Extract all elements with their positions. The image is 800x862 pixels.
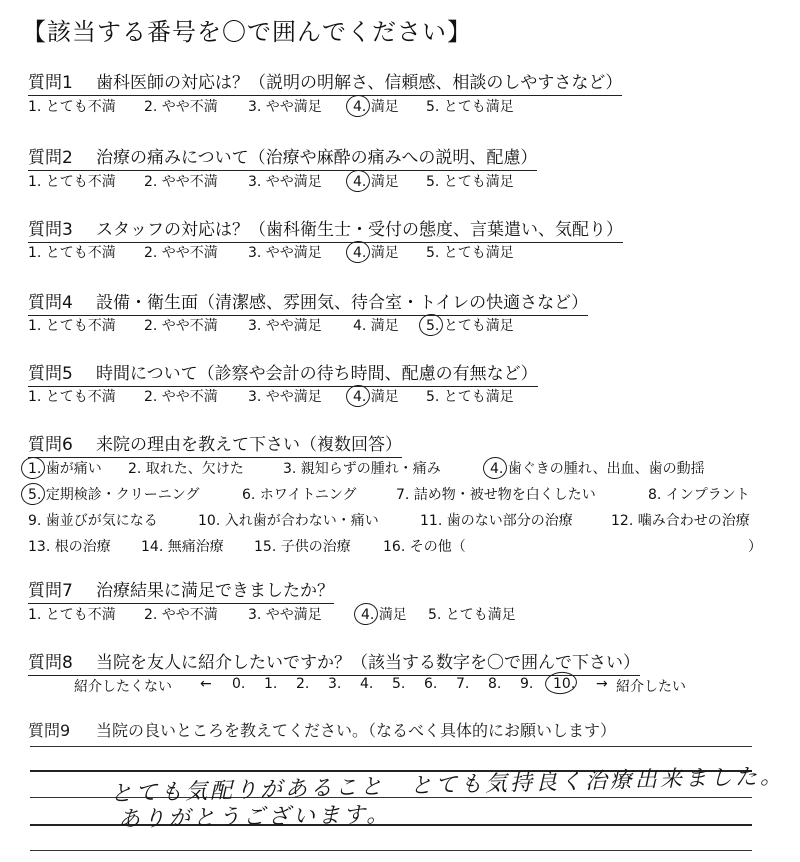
q3-option-2[interactable]: 2. やや不満 (144, 245, 218, 261)
q4-option-1[interactable]: 1. とても不満 (28, 318, 116, 334)
question-1-title (28, 68, 622, 96)
q3-option-4-selected[interactable]: 4. 満足 (353, 245, 399, 261)
question-9-number: 質問9 (28, 721, 71, 740)
q6-option-7[interactable]: 7. 詰め物・被せ物を白くしたい (396, 487, 596, 503)
q8-scale-2[interactable]: 2. (296, 676, 310, 692)
question-5-title (28, 359, 538, 387)
q7-option-2[interactable]: 2. やや不満 (144, 607, 218, 623)
question-5-text: 時間について（診察や会計の待ち時間、配慮の有無など） (96, 364, 538, 384)
q6-option-2[interactable]: 2. 取れた、欠けた (128, 461, 244, 477)
q6-option-9[interactable]: 9. 歯並びが気になる (28, 513, 158, 529)
q9-handwritten-answer-line-2: ありがとうございます。 (117, 802, 392, 833)
q8-scale-7[interactable]: 7. (456, 676, 470, 692)
q2-option-2[interactable]: 2. やや不満 (144, 174, 218, 190)
answer-line-1 (30, 746, 752, 747)
q6-option-5-selected[interactable]: 5. 定期検診・クリーニング (28, 487, 200, 503)
q3-option-5[interactable]: 5. とても満足 (426, 245, 514, 261)
q6-option-12[interactable]: 12. 噛み合わせの治療 (611, 513, 750, 529)
question-2-text: 治療の痛みについて（治療や麻酔の痛みへの説明、配慮） (96, 148, 538, 168)
q6-option-10[interactable]: 10. 入れ歯が合わない・痛い (198, 513, 379, 529)
q2-option-5[interactable]: 5. とても満足 (426, 174, 514, 190)
q8-left-arrow-icon: ← (200, 676, 212, 692)
q8-scale-6[interactable]: 6. (424, 676, 438, 692)
q6-option-8[interactable]: 8. インプラント (648, 487, 750, 503)
question-8-title (28, 648, 640, 676)
q1-option-3[interactable]: 3. やや満足 (248, 99, 322, 115)
q8-scale-0[interactable]: 0. (232, 676, 246, 692)
question-3-number: 質問3 (28, 220, 73, 240)
q4-option-5-selected[interactable]: 5. とても満足 (426, 318, 514, 334)
q5-option-5[interactable]: 5. とても満足 (426, 389, 514, 405)
q5-option-4-selected[interactable]: 4. 満足 (353, 389, 399, 405)
question-3-title (28, 215, 623, 243)
q6-option-15[interactable]: 15. 子供の治療 (254, 539, 351, 555)
q1-option-4-selected[interactable]: 4. 満足 (353, 99, 399, 115)
q1-option-1[interactable]: 1. とても不満 (28, 99, 116, 115)
q1-option-5[interactable]: 5. とても満足 (426, 99, 514, 115)
q2-option-4-selected[interactable]: 4. 満足 (353, 174, 399, 190)
q6-option-11[interactable]: 11. 歯のない部分の治療 (420, 513, 573, 529)
q9-handwritten-answer-line-1: とても気配りがあること とても気持良く治療出来ました。 (109, 764, 786, 807)
q3-option-1[interactable]: 1. とても不満 (28, 245, 116, 261)
q7-option-1[interactable]: 1. とても不満 (28, 607, 116, 623)
q5-option-2[interactable]: 2. やや不満 (144, 389, 218, 405)
q8-scale-10-selected[interactable]: 10. (553, 676, 576, 692)
q8-scale-9[interactable]: 9. (520, 676, 534, 692)
q8-right-arrow-icon: → (596, 676, 608, 692)
page-title: 【該当する番号を〇で囲んでください】 (22, 18, 472, 46)
question-5-number: 質問5 (28, 364, 73, 384)
question-3-text: スタッフの対応は？（歯科衛生士・受付の態度、言葉遣い、気配り） (96, 220, 623, 240)
question-4-number: 質問4 (28, 293, 73, 313)
q6-option-13[interactable]: 13. 根の治療 (28, 539, 111, 555)
q6-option-1-selected[interactable]: 1. 歯が痛い (28, 461, 102, 477)
q6-option-4-selected[interactable]: 4. 歯ぐきの腫れ、出血、歯の動揺 (490, 461, 705, 477)
question-7-text: 治療結果に満足できましたか？ (96, 581, 334, 601)
q8-left-label: 紹介したくない (74, 679, 172, 695)
q8-scale-8[interactable]: 8. (488, 676, 502, 692)
q2-option-3[interactable]: 3. やや満足 (248, 174, 322, 190)
q7-option-4-selected[interactable]: 4. 満足 (361, 607, 407, 623)
q6-option-14[interactable]: 14. 無痛治療 (141, 539, 224, 555)
question-6-title (28, 430, 402, 458)
q8-scale-5[interactable]: 5. (392, 676, 406, 692)
q1-option-2[interactable]: 2. やや不満 (144, 99, 218, 115)
question-9-title (28, 718, 616, 741)
answer-line-5 (30, 850, 752, 851)
question-1-text: 歯科医師の対応は？（説明の明解さ、信頼感、相談のしやすさなど） (96, 73, 623, 93)
q6-option-16[interactable]: 16. その他（ (383, 539, 466, 555)
q4-option-4[interactable]: 4. 満足 (353, 318, 399, 334)
question-4-text: 設備・衛生面（清潔感、雰囲気、待合室・トイレの快適さなど） (96, 293, 589, 313)
question-4-title (28, 288, 588, 316)
q3-option-3[interactable]: 3. やや満足 (248, 245, 322, 261)
q8-right-label: 紹介したい (616, 679, 686, 695)
q6-option-6[interactable]: 6. ホワイトニング (242, 487, 357, 503)
question-2-number: 質問2 (28, 148, 73, 168)
q6-option-3[interactable]: 3. 親知らずの腫れ・痛み (283, 461, 441, 477)
q8-scale-4[interactable]: 4. (360, 676, 374, 692)
q8-scale-3[interactable]: 3. (328, 676, 342, 692)
q6-option-16-close-paren: ） (748, 539, 762, 555)
q5-option-3[interactable]: 3. やや満足 (248, 389, 322, 405)
question-8-scale (0, 676, 800, 700)
q4-option-3[interactable]: 3. やや満足 (248, 318, 322, 334)
question-6-text: 来院の理由を教えて下さい（複数回答） (96, 435, 402, 455)
q5-option-1[interactable]: 1. とても不満 (28, 389, 116, 405)
question-9-text: 当院の良いところを教えてください。（なるべく具体的にお願いします） (96, 721, 617, 740)
question-7-title (28, 576, 334, 604)
question-7-number: 質問7 (28, 581, 73, 601)
question-6-number: 質問6 (28, 435, 73, 455)
q2-option-1[interactable]: 1. とても不満 (28, 174, 116, 190)
question-8-text: 当院を友人に紹介したいですか？（該当する数字を〇で囲んで下さい） (96, 653, 640, 673)
q4-option-2[interactable]: 2. やや不満 (144, 318, 218, 334)
question-1-number: 質問1 (28, 73, 73, 93)
q7-option-3[interactable]: 3. やや満足 (248, 607, 322, 623)
q7-option-5[interactable]: 5. とても満足 (428, 607, 516, 623)
question-8-number: 質問8 (28, 653, 73, 673)
question-2-title (28, 143, 537, 171)
q8-scale-1[interactable]: 1. (264, 676, 278, 692)
